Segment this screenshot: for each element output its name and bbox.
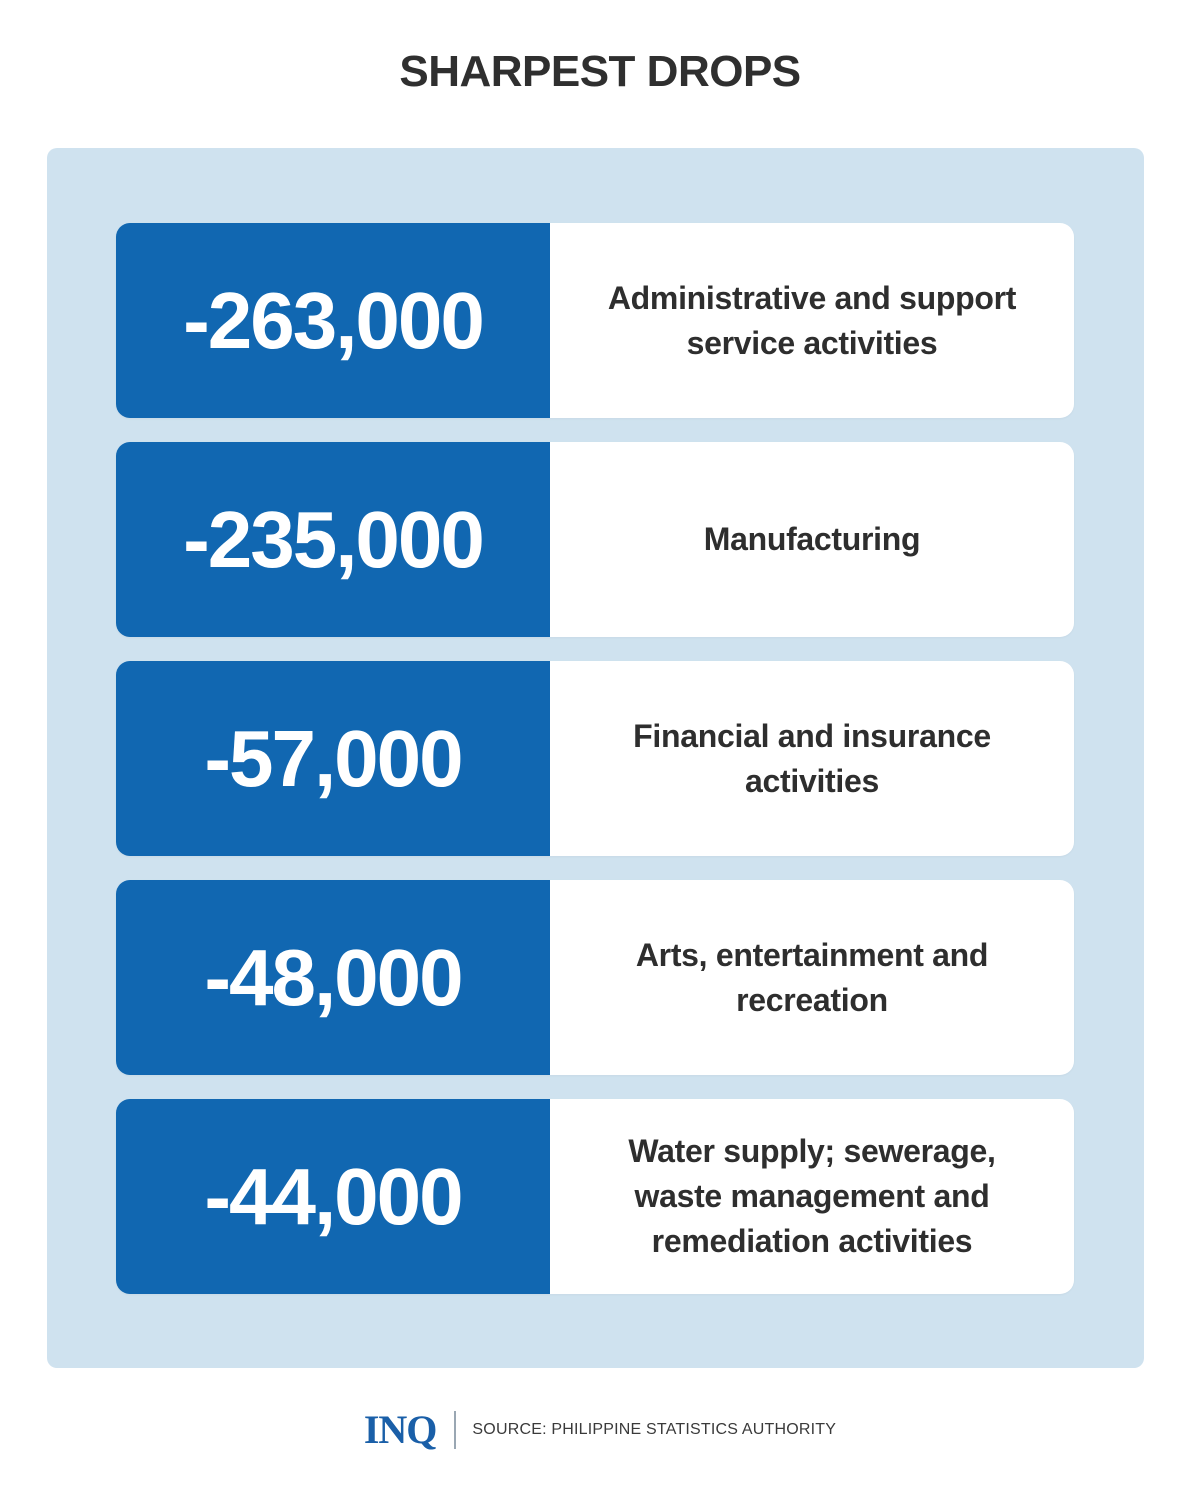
page-title: SHARPEST DROPS [399, 47, 801, 96]
list-item [116, 442, 1074, 637]
sector-label: Administrative and support service activities [550, 223, 1074, 418]
list-item [116, 661, 1074, 856]
footer-divider [454, 1411, 456, 1449]
inq-logo: INQ [363, 1407, 437, 1452]
list-item [116, 223, 1074, 418]
sector-label: Manufacturing [550, 442, 1074, 637]
drops-panel [47, 148, 1144, 1368]
drop-value: -48,000 [116, 880, 550, 1075]
drop-value: -44,000 [116, 1099, 550, 1294]
sector-label: Water supply; sewerage, waste management and remediation activities [550, 1099, 1074, 1294]
drops-list [116, 223, 1074, 1294]
sector-label: Arts, entertainment and recreation [550, 880, 1074, 1075]
list-item [116, 880, 1074, 1075]
sector-label: Financial and insurance activities [550, 661, 1074, 856]
drop-value: -235,000 [116, 442, 550, 637]
drop-value: -57,000 [116, 661, 550, 856]
drop-value: -263,000 [116, 223, 550, 418]
list-item [116, 1099, 1074, 1294]
source-credit: SOURCE: PHILIPPINE STATISTICS AUTHORITY [472, 1421, 837, 1438]
footer [0, 1408, 1200, 1452]
